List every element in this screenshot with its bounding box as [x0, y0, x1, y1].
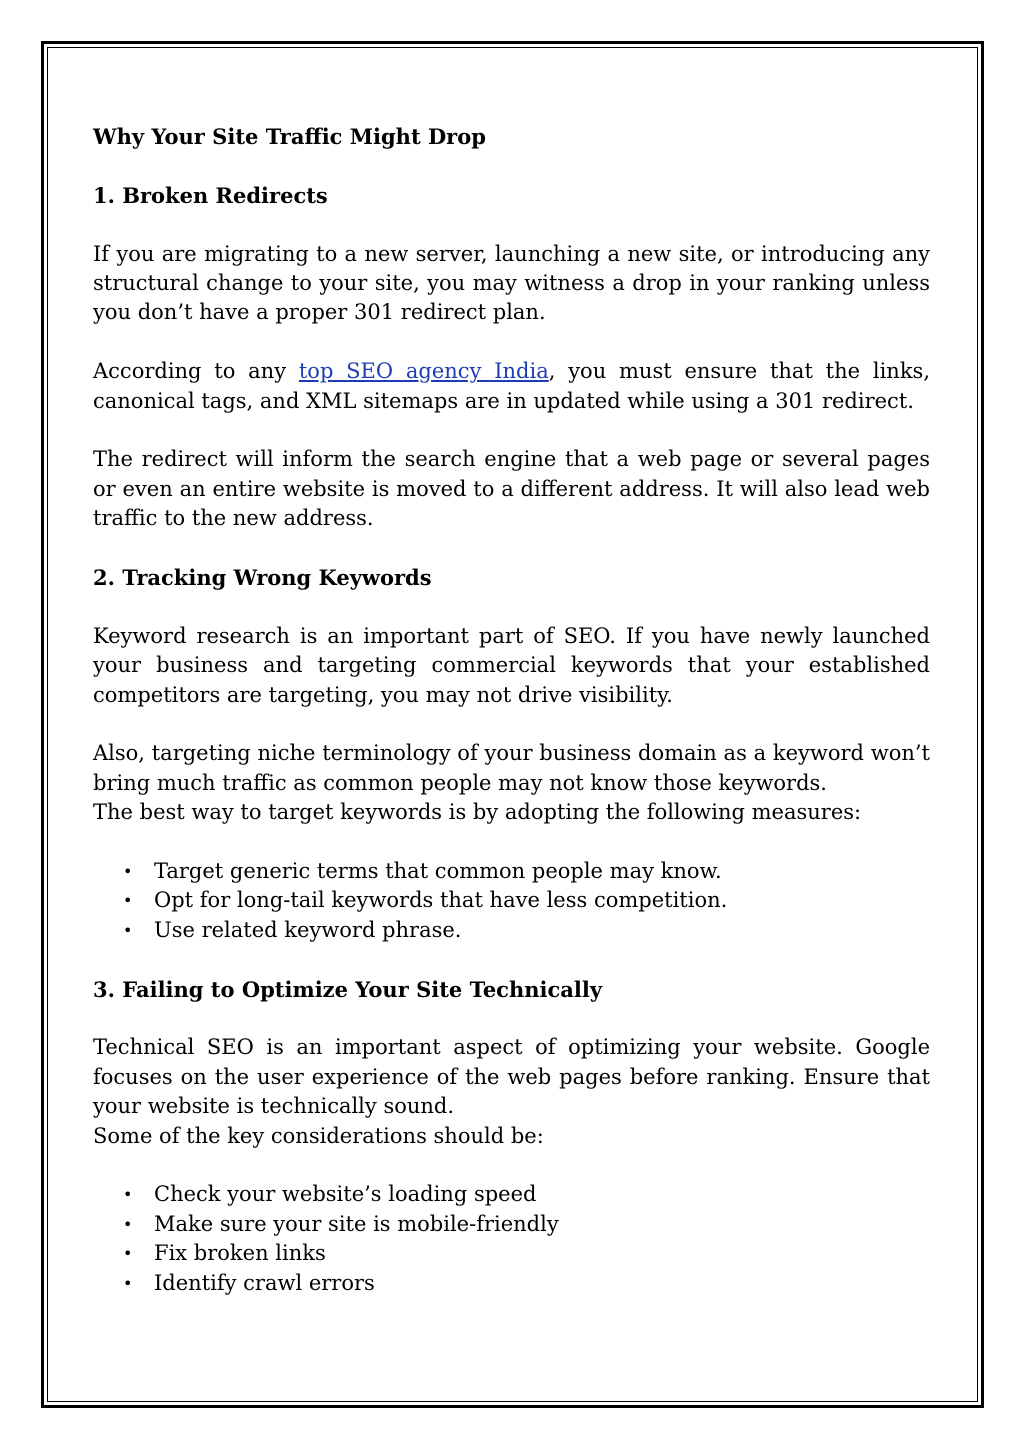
bullet-icon: • [123, 1185, 133, 1205]
list-item: • Fix broken links [93, 1239, 930, 1268]
list-item: • Target generic terms that common people may know. [93, 857, 930, 886]
bullet-list-keywords [93, 857, 930, 945]
section-heading-wrong-keywords: 2. Tracking Wrong Keywords [93, 565, 432, 591]
bullet-icon: • [123, 1244, 133, 1264]
bullet-icon: • [123, 891, 133, 911]
document-body [93, 122, 930, 1298]
paragraph: The best way to target keywords is by adopting the following measures: [93, 800, 862, 825]
list-item: • Use related keyword phrase. [93, 916, 930, 945]
bullet-icon: • [123, 920, 133, 940]
bullet-list-considerations [93, 1180, 930, 1298]
list-item: • Check your website’s loading speed [93, 1180, 930, 1209]
paragraph: The redirect will inform the search engine that a web page or several pages or even an entire website is moved to a different address. It will also lead web traffic to the new address. [93, 447, 930, 531]
paragraph: Technical SEO is an important aspect of optimizing your website. Google focuses on the user experience of the web pages before ranking. Ensure that your website is technically sound. [93, 1035, 930, 1119]
list-item: • Identify crawl errors [93, 1269, 930, 1298]
seo-agency-link[interactable]: top SEO agency India [298, 359, 549, 384]
paragraph: Some of the key considerations should be: [93, 1123, 544, 1148]
text-segment: , you must ensure that the links, canonical tags, and XML sitemaps are in updated while using a 301 redirect. [93, 359, 930, 413]
paragraph: Also, targeting niche terminology of your business domain as a keyword won’t bring much traffic as common people may not know those keywords. [93, 741, 930, 795]
paragraph: If you are migrating to a new server, launching a new site, or introducing any structural change to your site, you may witness a drop in your ranking unless you don’t have a proper 301 redirect plan. [93, 241, 930, 325]
section-heading-technical-seo: 3. Failing to Optimize Your Site Technically [93, 976, 603, 1002]
list-item: • Opt for long-tail keywords that have less competition. [93, 886, 930, 915]
bullet-icon: • [123, 1214, 133, 1234]
text-segment: According to any [93, 359, 299, 384]
paragraph-with-link [93, 357, 930, 416]
bullet-icon: • [123, 1273, 133, 1293]
section-heading-broken-redirects: 1. Broken Redirects [93, 182, 328, 208]
bullet-icon: • [123, 862, 133, 882]
document-title: Why Your Site Traffic Might Drop [93, 124, 486, 149]
list-item: • Make sure your site is mobile-friendly [93, 1210, 930, 1239]
paragraph: Keyword research is an important part of SEO. If you have newly launched your business and targeting commercial keywords that your established competitors are targeting, you may not drive visibility. [93, 623, 930, 707]
